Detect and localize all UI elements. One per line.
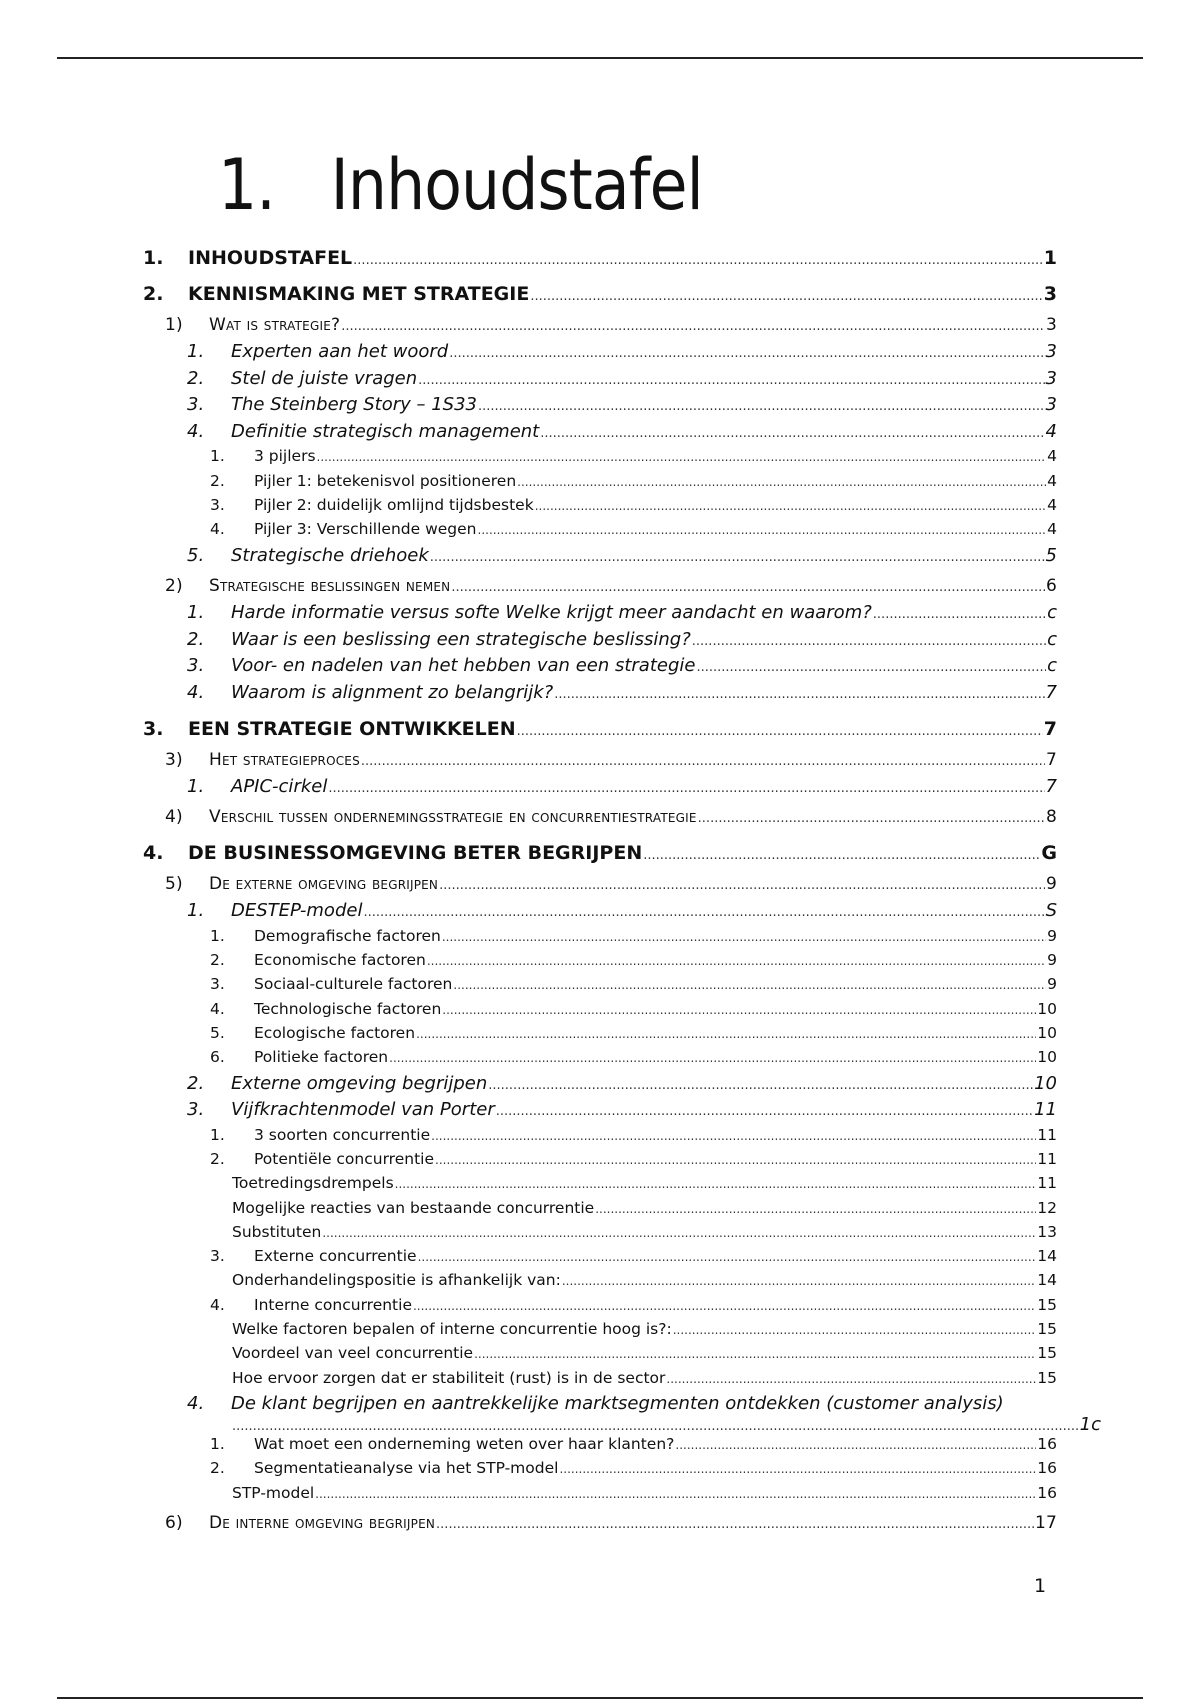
toc-entry-page: 15 — [1037, 1344, 1057, 1363]
toc-entry-page: 3 — [1045, 341, 1057, 362]
header-rule — [57, 57, 1143, 59]
toc-entry-page: 7 — [1045, 775, 1057, 797]
toc-dot-leader — [361, 750, 1045, 770]
toc-entry-page: 10 — [1037, 1048, 1057, 1067]
toc-entry-title: Pijler 1: betekenisvol positioneren — [254, 471, 517, 490]
toc-entry-number: 1. — [187, 341, 205, 362]
toc-entry-title: KENNISMAKING MET STRATEGIE — [188, 283, 530, 305]
toc-entry-title: Substituten — [232, 1222, 322, 1241]
toc-entry[interactable] — [143, 1435, 1057, 1459]
toc-entry[interactable] — [143, 1247, 1057, 1271]
toc-entry-title: Toetredingsdrempels — [232, 1174, 394, 1193]
toc-entry-page: 11 — [1037, 1149, 1057, 1168]
toc-entry-number: 2. — [210, 951, 225, 970]
toc-entry-title: DE BUSINESSOMGEVING BETER BEGRIJPEN — [188, 842, 643, 865]
toc-entry[interactable] — [143, 283, 1057, 310]
toc-entry[interactable] — [143, 1344, 1057, 1368]
toc-dot-leader — [232, 1414, 1079, 1435]
toc-entry-page: 1 — [1043, 247, 1057, 269]
toc-entry-page: 4 — [1047, 495, 1057, 514]
toc-entry-page: 6 — [1045, 576, 1057, 597]
toc-entry-number: 4. — [187, 681, 205, 703]
toc-entry-page: S — [1045, 900, 1057, 922]
toc-entry-page: 15 — [1037, 1320, 1057, 1339]
toc-dot-leader — [427, 951, 1046, 969]
toc-entry-title: STP-model — [232, 1483, 315, 1502]
toc-entry-number: 4. — [143, 842, 164, 865]
toc-entry[interactable] — [143, 1150, 1057, 1174]
toc-dot-leader — [474, 1344, 1036, 1362]
toc-entry-title: Vijfkrachtenmodel van Porter — [231, 1099, 495, 1121]
toc-entry-number: 3) — [165, 749, 183, 770]
toc-entry-number: 4. — [210, 999, 225, 1018]
toc-entry-page: 11 — [1037, 1174, 1057, 1193]
toc-entry-page: 7 — [1045, 749, 1057, 770]
toc-entry[interactable] — [143, 247, 1057, 274]
toc-entry-title: Pijler 2: duidelijk omlijnd tijdsbestek — [254, 495, 534, 514]
toc-entry[interactable] — [143, 341, 1057, 368]
toc-dot-leader — [478, 394, 1045, 415]
toc-entry-page: 4 — [1047, 520, 1057, 539]
toc-entry[interactable] — [143, 1174, 1057, 1198]
toc-entry[interactable] — [143, 602, 1057, 629]
toc-dot-leader — [431, 1126, 1036, 1144]
toc-entry[interactable] — [143, 447, 1057, 471]
toc-entry[interactable] — [143, 975, 1057, 999]
toc-entry-title: Waarom is alignment zo belangrijk? — [231, 681, 554, 703]
toc-entry-title: INHOUDSTAFEL — [188, 247, 353, 269]
toc-entry-number: 2. — [210, 1459, 225, 1478]
toc-entry-title: Externe omgeving begrijpen — [231, 1072, 488, 1094]
toc-entry-page: 9 — [1047, 926, 1057, 945]
toc-entry[interactable] — [143, 1073, 1057, 1100]
toc-dot-leader — [562, 1271, 1036, 1289]
toc-entry-title: Voor- en nadelen van het hebben van een strategie — [231, 655, 696, 677]
toc-entry[interactable] — [143, 682, 1057, 709]
toc-entry-page: 4 — [1047, 471, 1057, 490]
title-text: Inhoudstafel — [330, 144, 703, 226]
toc-entry[interactable] — [143, 315, 1057, 341]
toc-entry[interactable] — [143, 1126, 1057, 1150]
toc-entry-page: 10 — [1037, 999, 1057, 1018]
toc-dot-leader — [317, 447, 1047, 465]
toc-entry-title: Mogelijke reacties van bestaande concurrentie — [232, 1198, 595, 1217]
toc-entry-page: 9 — [1047, 975, 1057, 994]
toc-dot-leader — [418, 1247, 1037, 1265]
toc-dot-leader — [442, 1000, 1036, 1018]
toc-entry-number: 5. — [210, 1023, 225, 1042]
toc-entry-number: 3. — [187, 394, 205, 416]
toc-entry-page: 11 — [1037, 1125, 1057, 1144]
toc-entry-page: 16 — [1037, 1459, 1057, 1478]
toc-entry-title: De klant begrijpen en aantrekkelijke marktsegmenten ontdekken (customer analysis) — [231, 1392, 1004, 1414]
toc-dot-leader — [517, 718, 1043, 740]
toc-entry-title: Het strategieproces — [209, 749, 360, 770]
toc-entry[interactable] — [143, 951, 1057, 975]
footer-rule — [57, 1697, 1143, 1699]
toc-entry-number: 4. — [187, 420, 205, 442]
toc-entry-number: 5) — [165, 874, 183, 895]
toc-entry[interactable] — [143, 496, 1057, 520]
toc-entry-number: 2) — [165, 576, 183, 597]
toc-entry-title: Welke factoren bepalen of interne concurrentie hoog is?: — [232, 1320, 672, 1339]
toc-entry-page: 17 — [1034, 1512, 1057, 1533]
toc-entry-page: 3 — [1045, 394, 1057, 416]
toc-entry-title: Pijler 3: Verschillende wegen — [254, 520, 477, 539]
toc-entry-number: 1. — [210, 447, 225, 466]
toc-entry[interactable] — [143, 807, 1057, 833]
toc-entry[interactable] — [143, 576, 1057, 602]
toc-entry-title: DESTEP-model — [231, 900, 363, 922]
toc-entry[interactable] — [143, 874, 1057, 900]
toc-dot-leader — [449, 341, 1044, 362]
toc-entry-number: 6) — [165, 1512, 183, 1533]
toc-entry-number: 3. — [210, 1247, 225, 1266]
toc-entry-number: 3. — [143, 717, 164, 740]
toc-entry-number: 2. — [143, 283, 164, 305]
toc-entry-title: APIC-cirkel — [231, 775, 328, 797]
title-number: 1. — [218, 144, 276, 226]
toc-dot-leader — [666, 1369, 1036, 1387]
toc-dot-leader — [535, 496, 1046, 514]
toc-entry[interactable] — [143, 368, 1057, 395]
toc-entry-page: 3 — [1045, 367, 1057, 389]
toc-dot-leader — [416, 1024, 1036, 1042]
toc-dot-leader — [439, 874, 1045, 894]
page-number: 1 — [1034, 1575, 1047, 1597]
toc-dot-leader — [436, 1513, 1034, 1533]
toc-entry-title: De interne omgeving begrijpen — [209, 1512, 436, 1533]
toc-entry-number: 6. — [210, 1048, 225, 1067]
toc-dot-leader — [435, 1150, 1036, 1168]
toc-entry-number: 1. — [210, 926, 225, 945]
toc-entry-title: Ecologische factoren — [254, 1023, 416, 1042]
toc-entry-number: 4. — [187, 1392, 205, 1414]
toc-entry[interactable] — [143, 629, 1057, 656]
toc-entry-title: Demografische factoren — [254, 926, 441, 945]
toc-entry[interactable] — [143, 1199, 1057, 1223]
toc-entry-continuation — [187, 1414, 1101, 1435]
toc-dot-leader — [322, 1223, 1036, 1241]
toc-entry[interactable] — [143, 472, 1057, 496]
toc-entry-page: c — [1047, 655, 1057, 677]
toc-entry-number: 5. — [187, 544, 205, 566]
toc-dot-leader — [413, 1296, 1036, 1314]
page-title — [218, 140, 703, 230]
toc-entry-page: 5 — [1045, 544, 1057, 566]
toc-entry-title: Definitie strategisch management — [231, 420, 540, 442]
toc-dot-leader — [353, 247, 1043, 269]
toc-entry-page: 4 — [1045, 420, 1057, 442]
toc-entry-title: De externe omgeving begrijpen — [209, 874, 439, 895]
toc-entry[interactable] — [143, 421, 1057, 448]
toc-entry-number: 1. — [210, 1125, 225, 1144]
toc-entry-page: 10 — [1034, 1072, 1057, 1094]
toc-entry-number: 1. — [143, 247, 164, 269]
toc-entry-title: Harde informatie versus softe Welke krijgt meer aandacht en waarom? — [231, 602, 872, 624]
toc-entry-page: 7 — [1045, 681, 1057, 703]
toc-dot-leader — [418, 368, 1044, 389]
toc-dot-leader — [643, 842, 1040, 864]
toc-dot-leader — [675, 1435, 1036, 1453]
toc-entry[interactable] — [143, 1000, 1057, 1024]
toc-dot-leader — [328, 776, 1044, 797]
toc-entry[interactable] — [143, 776, 1057, 803]
toc-entry[interactable] — [143, 1048, 1057, 1072]
toc-entry-page: 16 — [1037, 1483, 1057, 1502]
toc-dot-leader — [554, 682, 1044, 703]
toc-entry-number: 2. — [187, 367, 205, 389]
toc-dot-leader — [517, 472, 1046, 490]
toc-entry-page: 3 — [1043, 283, 1057, 305]
toc-entry-title: Wat is strategie? — [209, 315, 341, 335]
toc-dot-leader — [540, 421, 1044, 442]
toc-entry-page: 11 — [1034, 1099, 1057, 1121]
toc-entry-page: 9 — [1047, 951, 1057, 970]
toc-entry-number: 1. — [187, 775, 205, 797]
toc-dot-leader — [696, 655, 1046, 676]
toc-dot-leader — [496, 1099, 1033, 1120]
toc-dot-leader — [451, 576, 1045, 596]
toc-entry[interactable] — [143, 655, 1057, 682]
toc-entry-number: 3. — [187, 655, 205, 677]
toc-entry-page: 13 — [1037, 1222, 1057, 1241]
toc-dot-leader — [488, 1073, 1033, 1094]
toc-entry-title: Hoe ervoor zorgen dat er stabiliteit (rust) is in de sector — [232, 1368, 666, 1387]
toc-entry-page: 15 — [1037, 1295, 1057, 1314]
toc-entry[interactable] — [143, 1513, 1057, 1539]
table-of-contents — [143, 238, 1101, 1539]
toc-entry-page: 14 — [1037, 1271, 1057, 1290]
toc-entry[interactable] — [143, 1099, 1057, 1126]
toc-entry-page: 3 — [1045, 315, 1057, 335]
toc-entry-page: 14 — [1037, 1247, 1057, 1266]
toc-entry-page: 15 — [1037, 1368, 1057, 1387]
toc-entry-title: Voordeel van veel concurrentie — [232, 1344, 474, 1363]
toc-dot-leader — [430, 545, 1045, 566]
toc-entry-number: 1. — [210, 1434, 225, 1453]
toc-entry-number: 2. — [187, 628, 205, 650]
toc-entry-title: 3 pijlers — [254, 447, 316, 466]
toc-entry[interactable] — [143, 1484, 1057, 1508]
toc-entry-number: 3. — [210, 495, 225, 514]
toc-entry-title: Wat moet een onderneming weten over haar klanten? — [254, 1434, 675, 1453]
toc-entry-number: 2. — [210, 471, 225, 490]
toc-entry[interactable] — [143, 1392, 1101, 1435]
toc-entry[interactable] — [143, 1271, 1057, 1295]
toc-entry-page: 16 — [1037, 1434, 1057, 1453]
toc-dot-leader — [341, 315, 1045, 335]
toc-entry[interactable] — [143, 927, 1057, 951]
toc-entry-title: Waar is een beslissing een strategische beslissing? — [231, 628, 691, 650]
toc-entry-number: 3. — [210, 975, 225, 994]
toc-entry[interactable] — [143, 545, 1057, 572]
toc-entry-page: c — [1047, 602, 1057, 624]
toc-entry-page: 1c — [1079, 1413, 1101, 1435]
toc-entry-title: EEN STRATEGIE ONTWIKKELEN — [188, 717, 516, 740]
toc-dot-leader — [453, 975, 1046, 993]
toc-entry-title: Interne concurrentie — [254, 1295, 412, 1314]
toc-entry-number: 1. — [187, 602, 205, 624]
toc-entry-number: 3. — [187, 1099, 205, 1121]
toc-entry-number: 4. — [210, 520, 225, 539]
toc-entry-page: c — [1047, 628, 1057, 650]
toc-entry[interactable] — [143, 718, 1057, 745]
toc-entry-number: 2. — [210, 1149, 225, 1168]
toc-entry[interactable] — [143, 1369, 1057, 1393]
toc-entry-title: Segmentatieanalyse via het STP-model — [254, 1459, 559, 1478]
toc-entry-page: 9 — [1045, 874, 1057, 895]
toc-entry-title: 3 soorten concurrentie — [254, 1125, 431, 1144]
toc-entry-title: Technologische factoren — [254, 999, 442, 1018]
toc-entry-title: Experten aan het woord — [231, 341, 449, 362]
toc-entry-number: 2. — [187, 1072, 205, 1094]
toc-entry-number: 4. — [210, 1295, 225, 1314]
toc-dot-leader — [673, 1320, 1037, 1338]
toc-dot-leader — [442, 927, 1046, 945]
toc-entry-title: Onderhandelingspositie is afhankelijk van: — [232, 1271, 561, 1290]
toc-entry-title: Stel de juiste vragen — [231, 367, 418, 389]
toc-entry-title: Politieke factoren — [254, 1048, 389, 1067]
toc-entry-page: 4 — [1047, 447, 1057, 466]
toc-entry-page: G — [1041, 842, 1057, 865]
toc-dot-leader — [692, 629, 1046, 650]
toc-entry-page: 10 — [1037, 1023, 1057, 1042]
toc-dot-leader — [315, 1484, 1036, 1502]
toc-dot-leader — [395, 1174, 1037, 1192]
toc-dot-leader — [559, 1459, 1036, 1477]
toc-entry-title: Economische factoren — [254, 951, 426, 970]
toc-entry[interactable] — [143, 520, 1057, 544]
toc-dot-leader — [873, 602, 1046, 623]
toc-entry-number: 4) — [165, 807, 183, 828]
toc-entry[interactable] — [143, 1459, 1057, 1483]
toc-dot-leader — [363, 900, 1044, 921]
toc-entry-page: 8 — [1045, 807, 1057, 828]
toc-entry[interactable] — [143, 1296, 1057, 1320]
toc-dot-leader — [698, 807, 1045, 827]
toc-entry[interactable] — [143, 750, 1057, 776]
toc-dot-leader — [478, 520, 1047, 538]
toc-entry[interactable] — [143, 1223, 1057, 1247]
toc-entry-title: Verschil tussen ondernemingsstrategie en concurrentiestrategie — [209, 807, 697, 828]
toc-entry[interactable] — [143, 900, 1057, 927]
toc-entry-title: The Steinberg Story – 1S33 — [231, 394, 477, 416]
toc-entry-number: 1) — [165, 315, 183, 335]
toc-entry[interactable] — [143, 394, 1057, 421]
toc-entry-title: Potentiële concurrentie — [254, 1149, 434, 1168]
toc-dot-leader — [389, 1048, 1036, 1066]
toc-entry-title: Strategische driehoek — [231, 544, 429, 566]
toc-entry-title: Sociaal-culturele factoren — [254, 975, 453, 994]
toc-entry[interactable] — [143, 842, 1057, 869]
toc-dot-leader — [595, 1199, 1036, 1217]
toc-entry[interactable] — [143, 1320, 1057, 1344]
toc-entry-number: 1. — [187, 900, 205, 922]
toc-entry-page: 7 — [1043, 717, 1057, 740]
toc-entry[interactable] — [143, 1024, 1057, 1048]
toc-entry-title: Strategische beslissingen nemen — [209, 576, 451, 597]
toc-dot-leader — [530, 283, 1042, 305]
toc-entry-page: 12 — [1037, 1198, 1057, 1217]
toc-entry-title: Externe concurrentie — [254, 1247, 417, 1266]
